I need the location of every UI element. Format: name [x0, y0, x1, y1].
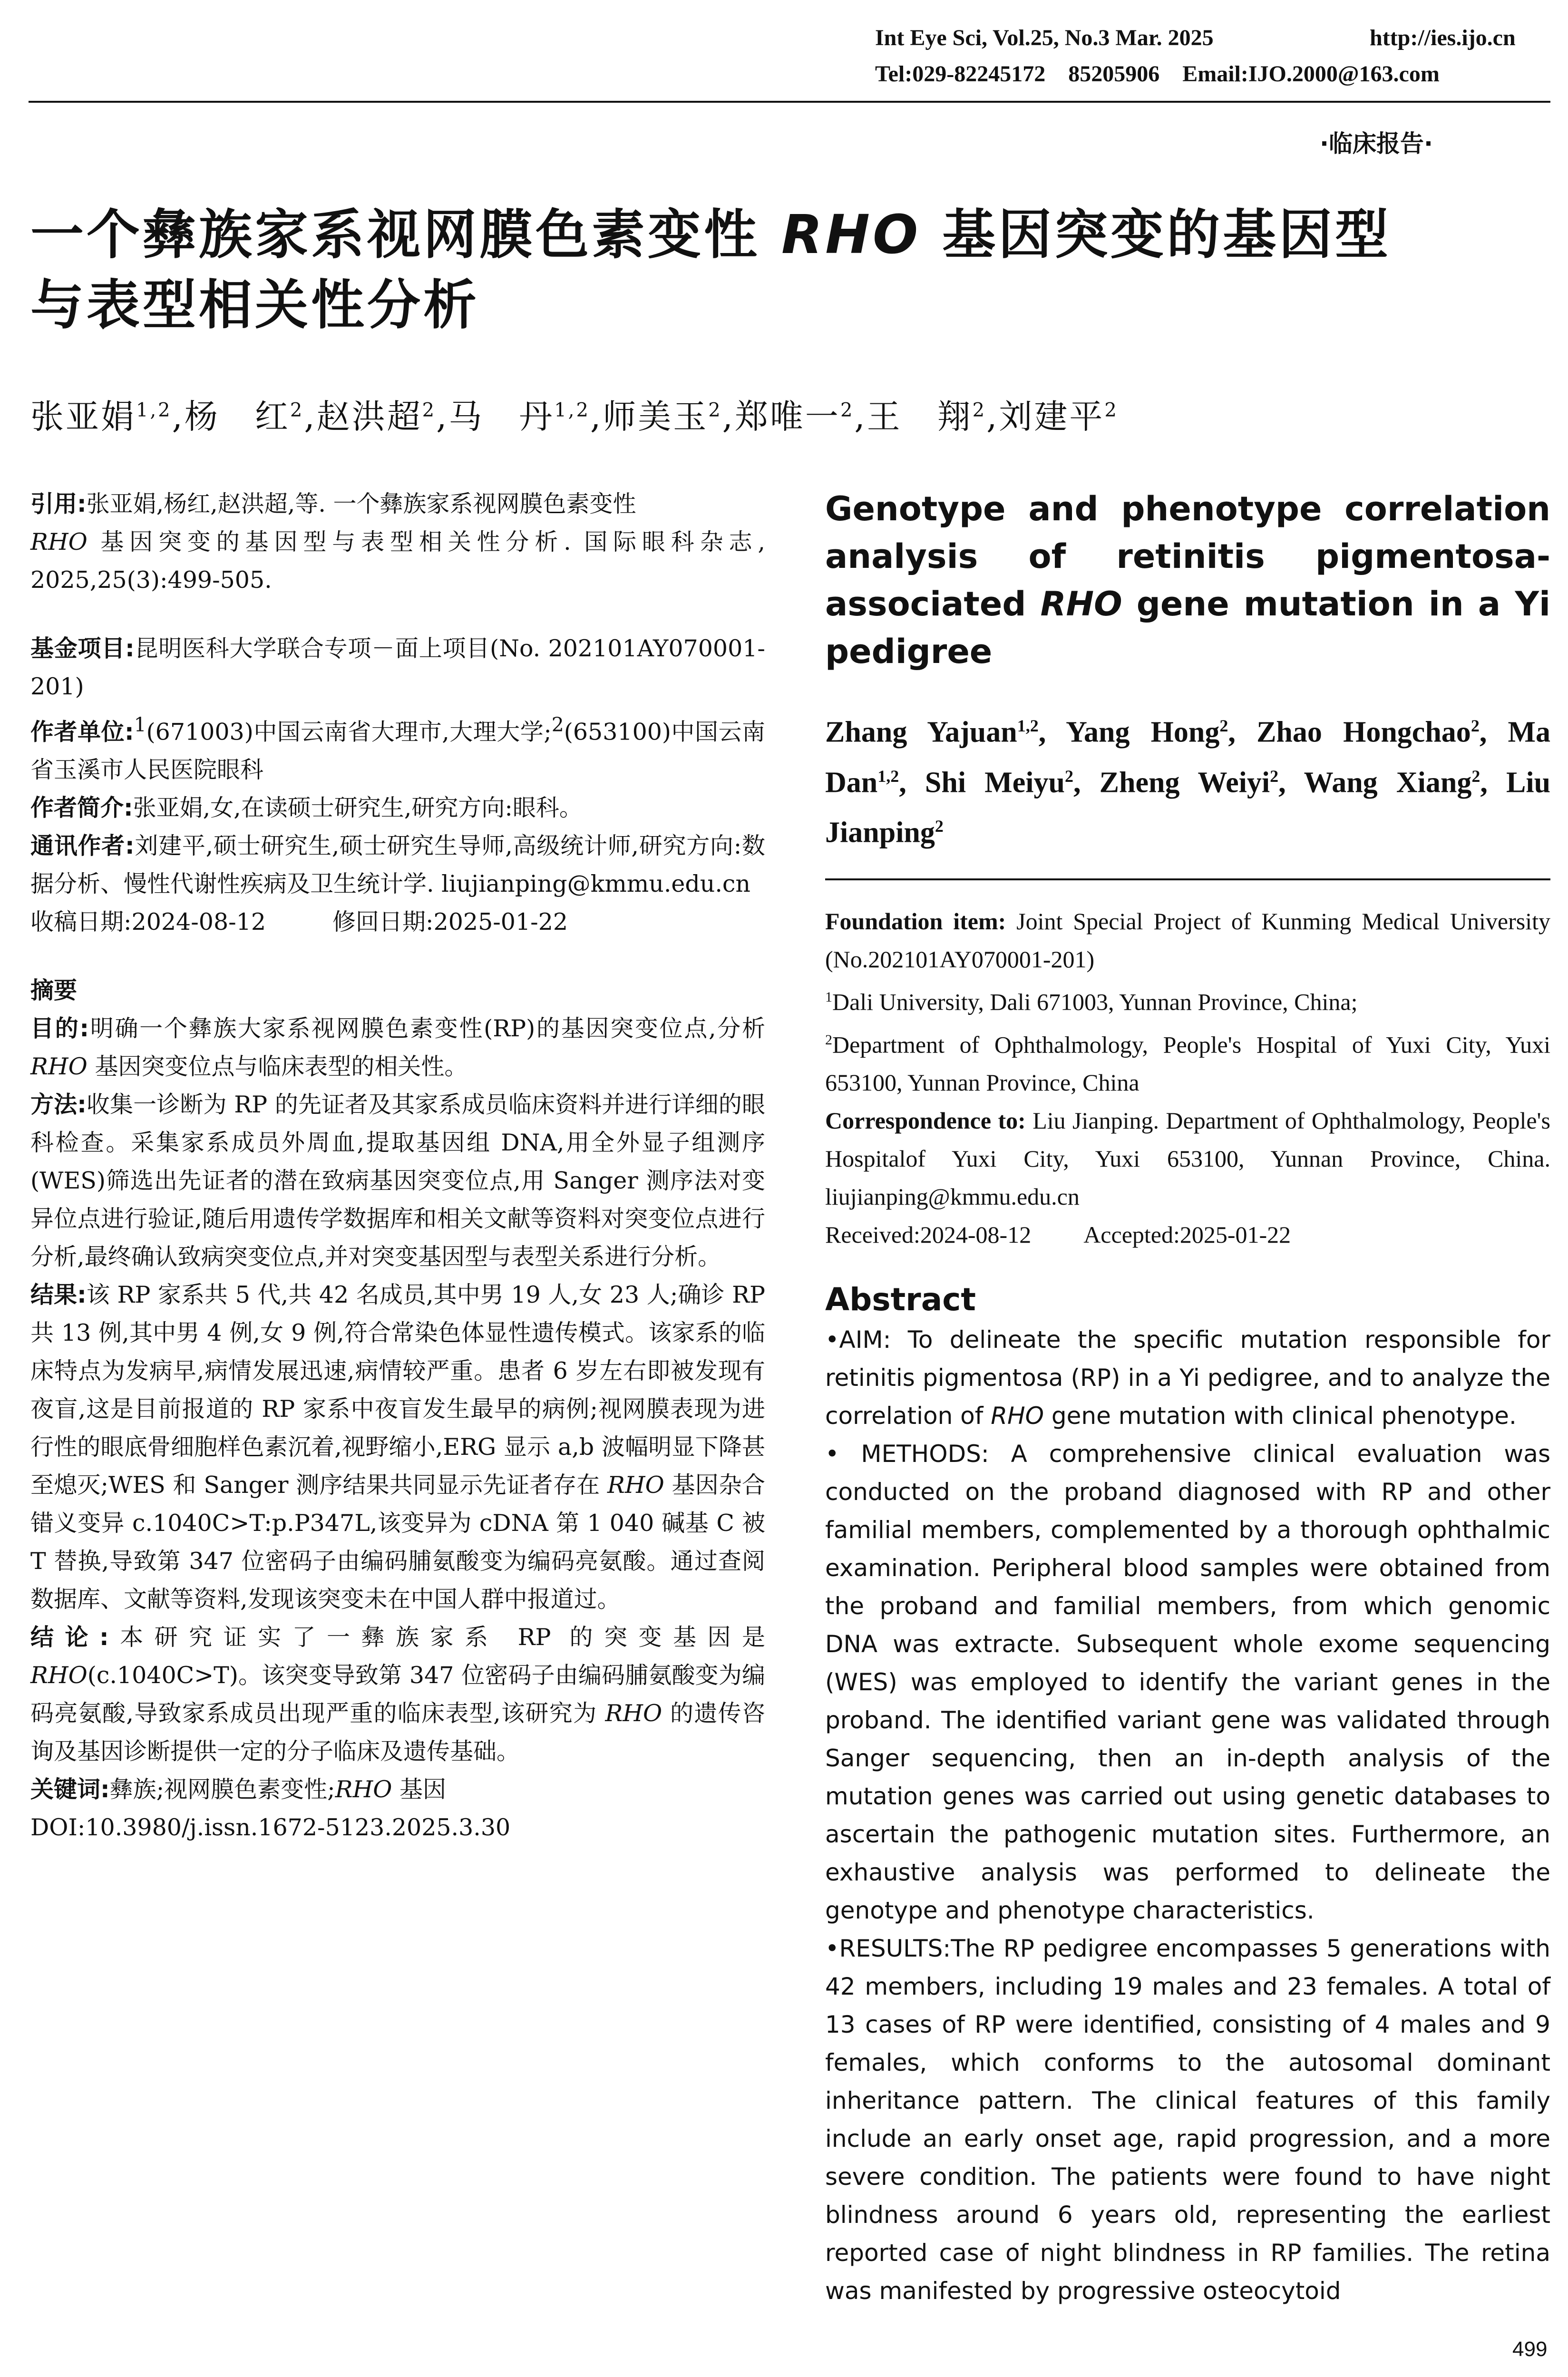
author-affiliation: 2 [935, 817, 944, 836]
page-title [30, 200, 1552, 341]
received-accepted: Received:2024-08-12 Accepted:2025-01-22 [825, 1221, 1291, 1248]
author-affiliation: 1,2 [136, 399, 172, 421]
author-name: 刘建平 [999, 397, 1105, 436]
author-name: Yang Hong [1066, 716, 1220, 749]
author-affiliation: 1,2 [1017, 716, 1039, 735]
fund-info: 基金项目:昆明医科大学联合专项－面上项目(No. 202101AY070001-201) [30, 635, 765, 700]
corresponding-author: 通讯作者:刘建平,硕士研究生,硕士研究生导师,高级统计师,研究方向:数据分析、慢性代谢性疾病及卫生统计学. liujianping@kmmu.edu.cn [30, 832, 765, 898]
title-gene: RHO [781, 204, 921, 266]
abstract-methods-en: • METHODS: A comprehensive clinical evaluation was conducted on the proband diagnosed with RP and other familial members, complemented by a thorough ophthalmic examination. Peripheral blood samples were obtained from the proband and familial members, from which genomic DNA was extracte. Subsequent whole exome sequencing (WES) was employed to identify the variant genes in the proband. The identified variant gene was validated through Sanger sequencing, then an in-depth analysis of the mutation genes was carried out using genetic databases to ascertain the pathogenic mutation sites. Furthermore, an exhaustive analysis was performed to delineate the genotype and phenotype characteristics. [825, 1440, 1550, 1925]
journal-line: Int Eye Sci, Vol.25, No.3 Mar. 2025 [875, 25, 1214, 50]
abstract-en [825, 1321, 1550, 2310]
author-name: Zhang Yajuan [825, 716, 1017, 749]
abstract-conclusion-cn: 结论:本研究证实了一彝族家系 RP 的突变基因是 RHO(c.1040C>T)。该突变导致第 347 位密码子由编码脯氨酸变为编码亮氨酸,导致家系成员出现严重的临床表型,该研究为 RHO 的遗传咨询及基因诊断提供一定的分子临床及遗传基础。 [30, 1624, 766, 1765]
author-affiliation: 2 [972, 399, 987, 421]
right-rule [825, 878, 1550, 880]
author-name: 杨 红 [184, 397, 290, 436]
contact-line: Tel:029-82245172 85205906 Email:IJO.2000@163.com [875, 61, 1440, 87]
author-name: Zhao Hongchao [1256, 716, 1471, 749]
page-number: 499 [1512, 2338, 1548, 2361]
title-line1-post: 基因突变的基因型 [921, 204, 1392, 266]
author-affiliation: 2 [1471, 716, 1480, 735]
author-name: 师美玉 [603, 397, 709, 436]
abstract-heading-cn: 摘要 [30, 977, 78, 1004]
author-name: Shi Meiyu [925, 766, 1065, 799]
foundation-item: Foundation item: Joint Special Project of Kunming Medical University (No.202101AY070001-201) [825, 907, 1550, 973]
left-column [30, 485, 765, 1847]
author-affiliation: 1,2 [554, 399, 590, 421]
author-affiliation: 2 [290, 399, 304, 421]
title-line2: 与表型相关性分析 [30, 274, 479, 336]
abstract-methods-cn: 方法:收集一诊断为 RP 的先证者及其家系成员临床资料并进行详细的眼科检查。采集家系成员外周血,提取基因组 DNA,用全外显子组测序(WES)筛选出先证者的潜在致病基因突变位点,用 Sanger 测序法对变异位点进行验证,随后用遗传学数据库和相关文献等资料对突变位点进行分析,最终确认致病突变位点,并对突变基因型与表型关系进行分析。 [30, 1091, 766, 1271]
author-name: 张亚娟 [30, 397, 136, 436]
authors-en: Zhang Yajuan$^{1,2}$, Yang Hong$^2$, Zhao Hongchao$^2$, Ma Dan$^{1,2}$, Shi Meiyu$^2$, Zheng Weiyi$^2$, Wang Xiang$^2$, Liu Jianping$^2$ [825, 716, 1551, 849]
abstract-aim-en: •AIM: To delineate the specific mutation responsible for retinitis pigmentosa (RP) in a Yi pedigree, and to analyze the correlation of RHO gene mutation with clinical phenotype. [825, 1326, 1550, 1430]
abstract-heading-en: Abstract [825, 1281, 976, 1318]
author-name: 马 丹 [448, 397, 555, 436]
author-affiliation: 1,2 [877, 766, 899, 786]
english-title: Genotype and phenotype correlation analysis of retinitis pigmentosa-associated RHO gene mutation in a Yi pedigree [825, 489, 1551, 671]
author-name: Liu Jianping [825, 766, 1551, 849]
citation: 引用:张亚娟,杨红,赵洪超,等. 一个彝族家系视网膜色素变性 RHO 基因突变的基因型与表型相关性分析. 国际眼科杂志, 2025,25(3):499-505. [30, 490, 765, 594]
author-name: Zheng Weiyi [1099, 766, 1270, 799]
abstract-aim-cn: 目的:明确一个彝族大家系视网膜色素变性(RP)的基因突变位点,分析 RHO 基因突变位点与临床表型的相关性。 [30, 1015, 765, 1081]
doi[interactable]: DOI:10.3980/j.issn.1672-5123.2025.3.30 [30, 1814, 511, 1841]
author-affiliation: 2 [1104, 399, 1119, 421]
keywords-cn: 关键词:彝族;视网膜色素变性;RHO 基因 [30, 1776, 447, 1803]
author-bio: 作者简介:张亚娟,女,在读硕士研究生,研究方向:眼科。 [30, 794, 583, 822]
author-affiliation: 2 [1471, 766, 1480, 786]
section-tag: ·临床报告· [1320, 130, 1433, 157]
author-units: 作者单位:$^1$(671003)中国云南省大理市,大理大学;$^2$(653100)中国云南省玉溪市人民医院眼科 [30, 713, 765, 784]
author-affiliation: 2 [1219, 716, 1228, 735]
right-column [825, 485, 1550, 2310]
author-name: Ma Dan [825, 716, 1551, 799]
author-affiliation: 2 [1065, 766, 1074, 786]
english-meta [825, 902, 1550, 1254]
dates: 收稿日期:2024-08-12 修回日期:2025-01-22 [30, 908, 568, 936]
affiliation-2: $^2$Department of Ophthalmology, People's Hospital of Yuxi City, Yuxi 653100, Yunnan Province, China [825, 1031, 1550, 1096]
journal-url[interactable]: http://ies.ijo.cn [1370, 25, 1516, 50]
author-name: 赵洪超 [316, 397, 422, 436]
title-line1-pre: 一个彝族家系视网膜色素变性 [30, 204, 781, 266]
author-name: 郑唯一 [734, 397, 840, 436]
author-affiliation: 2 [840, 399, 855, 421]
author-affiliation: 2 [422, 399, 437, 421]
author-affiliation: 2 [708, 399, 722, 421]
abstract-results-cn: 结果:该 RP 家系共 5 代,共 42 名成员,其中男 19 人,女 23 人;确诊 RP 共 13 例,其中男 4 例,女 9 例,符合常染色体显性遗传模式。该家系的临床特点为发病早,病情发展迅速,病情较严重。患者 6 岁左右即被发现有夜盲,这是目前报道的 RP 家系中夜盲发生最早的病例;视网膜表现为进行性的眼底骨细胞样色素沉着,视野缩小,ERG 显示 a,b 波幅明显下降甚至熄灭;WES 和 Sanger 测序结果共同显示先证者存在 RHO 基因杂合错义变异 c.1040C>T:p.P347L,该变异为 cDNA 第 1 040 碱基 C 被 T 替换,导致第 347 位密码子由编码脯氨酸变为编码亮氨酸。通过查阅数据库、文献等资料,发现该突变未在中国人群中报道过。 [30, 1281, 766, 1613]
affiliation-1: $^1$Dali University, Dali 671003, Yunnan Province, China; [825, 988, 1358, 1015]
correspondence: Correspondence to: Liu Jianping. Department of Ophthalmology, People's Hospitalof Yuxi City, Yuxi 653100, Yunnan Province, China. liujianping@kmmu.edu.cn [825, 1107, 1550, 1210]
author-name: Wang Xiang [1304, 766, 1472, 799]
authors-cn: 张亚娟$^{1,2}$,杨 红$^2$,赵洪超$^2$,马 丹$^{1,2}$,师美玉$^2$,郑唯一$^2$,王 翔$^2$,刘建平$^2$ [30, 397, 1119, 436]
author-affiliation: 2 [1270, 766, 1279, 786]
abstract-results-en: •RESULTS:The RP pedigree encompasses 5 generations with 42 members, including 19 males and 23 females. A total of 13 cases of RP were identified, consisting of 4 males and 9 females, which conforms to the autosomal dominant inheritance pattern. The clinical features of this family include an early onset age, rapid progression, and a more severe condition. The patients were found to have night blindness around 6 years old, representing the earliest reported case of night blindness in RP families. The retina was manifested by progressive osteocytoid [825, 1935, 1550, 2305]
header-rule [29, 101, 1550, 103]
author-name: 王 翔 [867, 397, 973, 436]
